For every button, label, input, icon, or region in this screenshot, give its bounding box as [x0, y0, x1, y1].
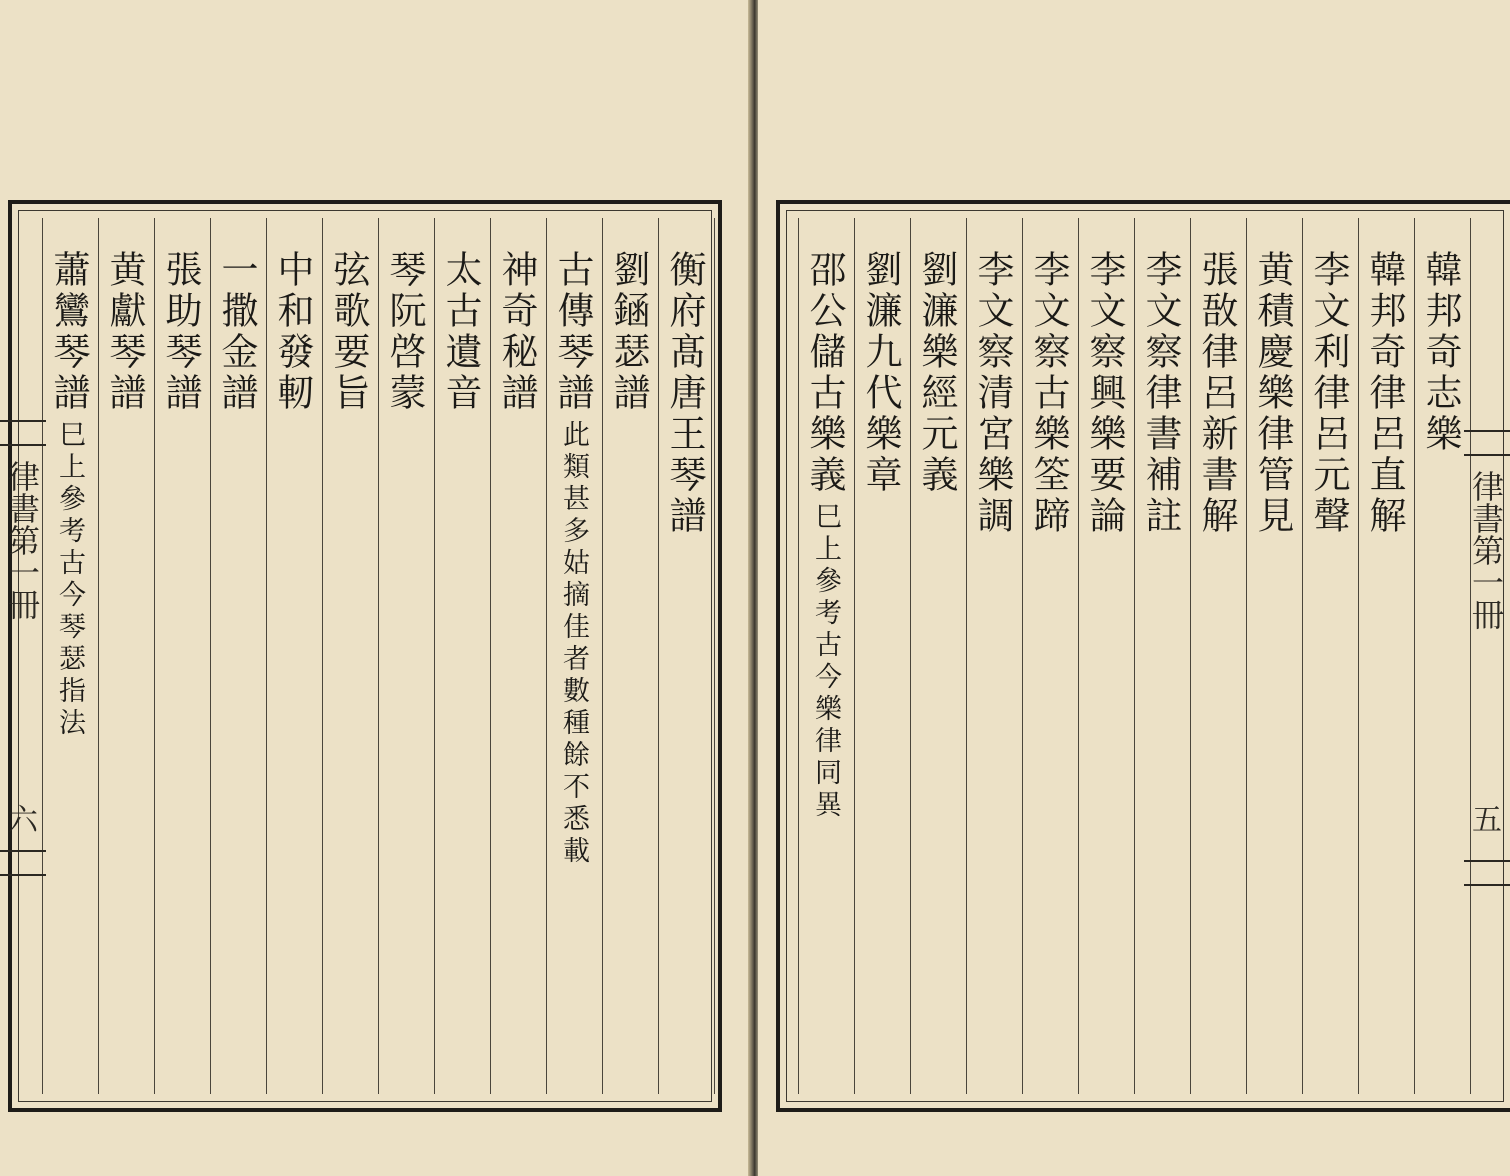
right-page-frame	[776, 200, 1510, 1112]
book-title-entry: 古傳琴譜	[551, 250, 594, 414]
column-rule	[210, 218, 211, 1094]
column-rule	[1022, 218, 1023, 1094]
book-title-entry: 韓邦奇律呂直解	[1363, 250, 1406, 537]
left-page-frame	[3, 200, 722, 1112]
annotation-note: 此類甚多姑摘佳者數種餘不悉載	[558, 420, 589, 868]
column-rule	[1134, 218, 1135, 1094]
book-title-entry: 邵公儲古樂義	[803, 250, 846, 496]
book-title-entry: 李文察興樂要論	[1083, 250, 1126, 537]
left-fishtail-mark	[0, 420, 46, 446]
book-title-entry: 中和發軔	[271, 250, 314, 414]
book-title-entry: 劉䤴瑟譜	[607, 250, 650, 414]
column-rule	[1358, 218, 1359, 1094]
column-rule	[602, 218, 603, 1094]
column-rule	[910, 218, 911, 1094]
book-title-entry: 李文察古樂筌蹄	[1027, 250, 1070, 537]
book-title-entry: 劉濂樂經元義	[915, 250, 958, 496]
book-title-entry: 蕭鸞琴譜	[47, 250, 90, 414]
right-margin-title: 律書第一冊	[1467, 470, 1505, 630]
left-margin-title: 律書第一冊	[3, 460, 41, 620]
left-fishtail-mark-lower	[0, 850, 46, 876]
book-title-entry: 李文察清宮樂調	[971, 250, 1014, 537]
book-title-entry: 李文察律書補註	[1139, 250, 1182, 537]
book-title-entry: 衡府髙唐王琴譜	[663, 250, 706, 537]
left-margin-page-number: 六	[8, 803, 38, 838]
column-rule	[798, 218, 799, 1094]
right-margin-page-number: 五	[1472, 803, 1502, 838]
column-rule	[1190, 218, 1191, 1094]
book-title-entry: 張敔律呂新書解	[1195, 250, 1238, 537]
book-title-entry: 神奇秘譜	[495, 250, 538, 414]
column-rule	[714, 218, 715, 1094]
column-rule	[854, 218, 855, 1094]
annotation-note: 巳上參考古今樂律同異	[810, 502, 841, 822]
column-rule	[1302, 218, 1303, 1094]
column-rule	[266, 218, 267, 1094]
book-title-entry: 張助琴譜	[159, 250, 202, 414]
left-page	[0, 0, 750, 1176]
column-rule	[1078, 218, 1079, 1094]
column-rule	[1414, 218, 1415, 1094]
book-title-entry: 弦歌要旨	[327, 250, 370, 414]
column-rule	[546, 218, 547, 1094]
column-rule	[658, 218, 659, 1094]
annotation-note: 巳上參考古今琴瑟指法	[54, 420, 85, 740]
column-rule	[434, 218, 435, 1094]
column-rule	[42, 218, 43, 1094]
column-rule	[322, 218, 323, 1094]
book-title-entry: 韓邦奇志樂	[1419, 250, 1462, 455]
book-title-entry: 黄獻琴譜	[103, 250, 146, 414]
column-rule	[378, 218, 379, 1094]
column-rule	[1470, 218, 1471, 1094]
column-rule	[154, 218, 155, 1094]
right-page	[758, 0, 1510, 1176]
column-rule	[1246, 218, 1247, 1094]
book-title-entry: 劉濂九代樂章	[859, 250, 902, 496]
book-title-entry: 一撒金譜	[215, 250, 258, 414]
book-title-entry: 太古遺音	[439, 250, 482, 414]
column-rule	[490, 218, 491, 1094]
right-fishtail-mark-lower	[1464, 860, 1510, 886]
right-fishtail-mark	[1464, 430, 1510, 456]
book-title-entry: 琴阮啓蒙	[383, 250, 426, 414]
book-title-entry: 李文利律呂元聲	[1307, 250, 1350, 537]
book-title-entry: 黄積慶樂律管見	[1251, 250, 1294, 537]
column-rule	[98, 218, 99, 1094]
column-rule	[966, 218, 967, 1094]
